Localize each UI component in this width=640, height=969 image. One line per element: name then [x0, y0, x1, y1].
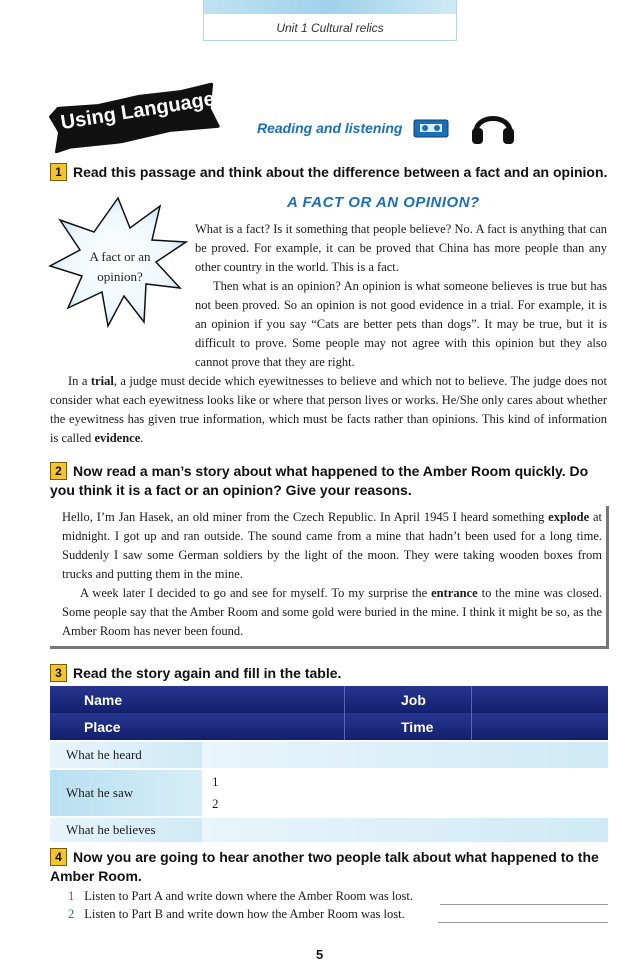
header-place: Place	[50, 713, 345, 740]
unit-title: Unit 1 Cultural relics	[276, 21, 384, 35]
page-number: 5	[316, 947, 324, 962]
task-4	[50, 848, 615, 886]
keyword-explode: explode	[548, 510, 590, 524]
fill-in-table	[50, 686, 608, 740]
header-name: Name	[50, 686, 345, 713]
reading-listening-title: Reading and listening	[257, 120, 403, 136]
task-2-instruction: Now read a man’s story about what happened to the Amber Room quickly. Do you think it is a fact or an opinion? Give your reasons.	[50, 463, 589, 498]
story-text	[62, 508, 602, 641]
table-header-row	[50, 686, 608, 713]
row-label-saw: What he saw	[50, 769, 202, 817]
using-language-label: Using Language	[59, 87, 217, 135]
task-1-instruction: Read this passage and think about the difference between a fact and an opinion.	[73, 164, 608, 180]
question-2: 2 Listen to Part B and write down how the Amber Room was lost.	[68, 907, 405, 921]
paragraph-1: What is a fact? Is it something that people believe? No. A fact is anything that can be proved. For example, it can be proved that China has more people than any other country in the world. This is a fact.	[195, 222, 607, 274]
header-job: Job	[375, 686, 472, 713]
table-row	[50, 741, 608, 769]
task-3-instruction: Read the story again and fill in the table.	[73, 665, 342, 681]
story-paragraph-1: Hello, I’m Jan Hasek, an old miner from the Czech Republic. In April 1945 I heard something explode at midnight. I got up and ran outside. The sound came from a mine that hadn’t been used for a long time. Suddenly I saw some German soldiers by the light of the moon. They were taking wooden boxes from trucks and putting them in the mine.	[62, 510, 602, 581]
story-paragraph-2: A week later I decided to go and see for myself. To my surprise the entrance to the mine was closed. Some people say that the Amber Room and some gold were buried in the mine. I think it might be so, as the Amber Room has never been found.	[62, 586, 602, 638]
question-1: 1 Listen to Part A and write down where the Amber Room was lost.	[68, 889, 414, 903]
paragraph-2-wrapped	[195, 277, 607, 334]
task-2	[50, 462, 610, 500]
task-1	[50, 163, 620, 182]
table-header-row	[50, 713, 608, 740]
cassette-tape-icon	[413, 117, 449, 139]
row-label-believes: What he believes	[50, 817, 202, 842]
keyword-entrance: entrance	[431, 586, 478, 600]
task-4-number: 4	[50, 848, 67, 866]
row-label-heard: What he heard	[50, 741, 202, 769]
fill-in-table-body	[50, 740, 608, 842]
task-3	[50, 664, 610, 683]
header-time: Time	[375, 713, 472, 740]
article-title: A FACT OR AN OPINION?	[287, 194, 480, 211]
starburst-label: A fact or an opinion?	[89, 249, 151, 284]
headphones-icon	[470, 106, 516, 146]
time-answer-cell[interactable]	[472, 713, 609, 740]
table-row	[50, 817, 608, 842]
task-3-number: 3	[50, 664, 67, 682]
table-row	[50, 769, 608, 817]
saw-item-1: 1	[212, 774, 219, 789]
answer-line-1[interactable]	[440, 890, 608, 905]
heard-answer-cell[interactable]	[202, 741, 608, 769]
saw-answer-cell[interactable]	[202, 769, 608, 817]
keyword-evidence: evidence	[94, 431, 141, 445]
keyword-trial: trial	[90, 374, 114, 388]
job-answer-cell[interactable]	[472, 686, 609, 713]
paragraph-2-continued: difficult to prove. Some people may not agree with this opinion but they also cannot prove that they are right.	[195, 336, 607, 369]
believes-answer-cell[interactable]	[202, 817, 608, 842]
task-4-instruction: Now you are going to hear another two people talk about what happened to the Amber Room.	[50, 849, 599, 884]
saw-item-2: 2	[212, 796, 219, 811]
paragraph-2: Then what is an opinion? An opinion is what someone believes is true but has not been proved. So an opinion is not good evidence in a trial. For example, it is an opinion if you say “Cats are better pets than dogs”. It may be true, but it is	[195, 279, 607, 331]
task-1-number: 1	[50, 163, 67, 181]
paragraph-3: In a trial, a judge must decide which eyewitnesses to believe and which not to believe. The judge does not consider what each eyewitness looks like or where that person lives or works. He/She only cares about whether the eyewitness has given true information, which must be facts rather than opinions. This kind of information is called evidence.	[50, 374, 607, 445]
task-2-number: 2	[50, 462, 67, 480]
unit-banner	[203, 0, 457, 41]
answer-line-2[interactable]	[438, 908, 608, 923]
